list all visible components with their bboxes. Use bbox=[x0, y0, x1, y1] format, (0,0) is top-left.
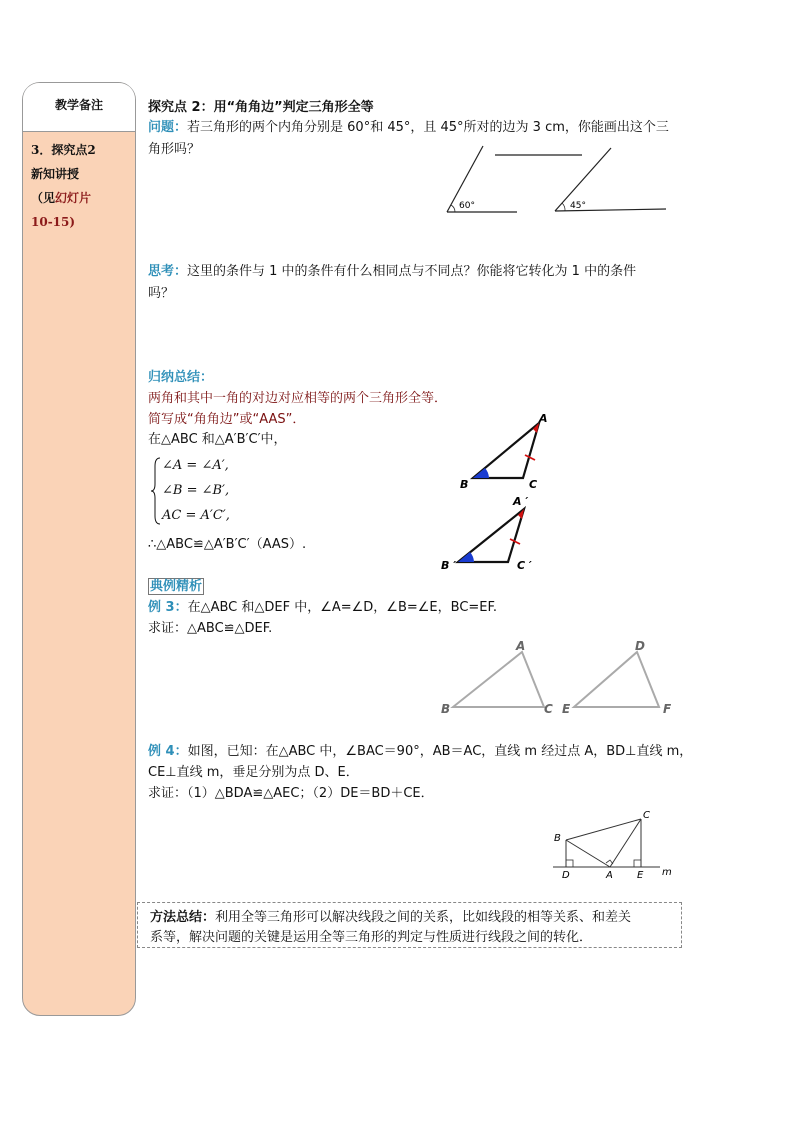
ex3-label-e: E bbox=[562, 702, 571, 716]
ex3-label-b: B bbox=[441, 702, 451, 716]
summary-line-2: 简写成“角角边”或“AAS”． bbox=[148, 412, 306, 427]
label-b-prime: B ′ bbox=[441, 559, 457, 572]
label-c: C bbox=[529, 478, 538, 491]
sidebar-line-4: 10-15) bbox=[31, 215, 76, 229]
teaching-notes-sidebar bbox=[22, 82, 136, 1016]
angle-b-mark bbox=[473, 468, 489, 478]
condition-3: AC = A′C′, bbox=[162, 508, 230, 523]
right-angle-d bbox=[566, 860, 573, 867]
ex3-label-d: D bbox=[635, 639, 645, 653]
example3-prove: 求证：△ABC≌△DEF. bbox=[148, 621, 273, 636]
triangle-abc bbox=[473, 423, 539, 478]
angle60-arc bbox=[451, 205, 455, 212]
triangle-def-ex3 bbox=[574, 652, 659, 707]
brace bbox=[150, 456, 162, 526]
example4-prove: 求证：（1）△BDA≌△AEC；（2）DE＝BD＋CE． bbox=[148, 786, 434, 801]
sidebar-notes bbox=[31, 138, 131, 234]
angle-figures bbox=[440, 140, 675, 220]
right-angle-e bbox=[634, 860, 641, 867]
ex4-label-d: D bbox=[562, 870, 570, 881]
condition-1: ∠A = ∠A′, bbox=[162, 458, 229, 473]
triangle-abc-ex3 bbox=[453, 652, 544, 707]
example3-line: 例 3：在△ABC 和△DEF 中，∠A=∠D，∠B=∠E，BC=EF. bbox=[148, 600, 498, 615]
conclusion: ∴△ABC≌△A′B′C′（AAS）. bbox=[148, 537, 307, 552]
sidebar-line-1: 3．探究点2 bbox=[31, 143, 96, 157]
sidebar-line-2: 新知讲授 bbox=[31, 167, 80, 181]
ex4-label-m: m bbox=[662, 867, 672, 878]
ex4-label-e: E bbox=[637, 870, 644, 881]
angle-b-prime-mark bbox=[458, 552, 474, 562]
example4-line-1: 例 4：如图，已知：在△ABC 中，∠BAC＝90°，AB＝AC，直线 m 经过点 A，BD⊥直线 m， bbox=[148, 744, 693, 759]
example4-line-2: CE⊥直线 m，垂足分别为点 D、E． bbox=[148, 765, 359, 780]
angle60-label: 60° bbox=[459, 201, 475, 211]
summary-line-1: 两角和其中一角的对边对应相等的两个三角形全等． bbox=[148, 391, 448, 406]
method-line-2: 系等，解决问题的关键是运用全等三角形的判定与性质进行线段之间的转化． bbox=[150, 930, 593, 945]
angle45-arc bbox=[562, 203, 565, 211]
ex4-label-a: A bbox=[606, 870, 613, 881]
in-triangles-line: 在△ABC 和△A′B′C′中， bbox=[148, 432, 287, 447]
label-c-prime: C ′ bbox=[517, 559, 532, 572]
segment-ba bbox=[566, 840, 610, 867]
ex3-label-a: A bbox=[516, 639, 526, 653]
ex4-label-c: C bbox=[643, 810, 650, 821]
sidebar-title: 教学备注 bbox=[23, 83, 135, 132]
condition-2: ∠B = ∠B′, bbox=[162, 483, 230, 498]
question-line-1: 问题：若三角形的两个内角分别是 60°和 45°，且 45°所对的边为 3 cm，你能画出这个三 bbox=[148, 120, 669, 135]
ex4-label-b: B bbox=[554, 833, 561, 844]
question-line-2: 角形吗？ bbox=[148, 142, 201, 157]
example3-figure bbox=[438, 636, 683, 718]
summary-label: 归纳总结： bbox=[148, 370, 214, 385]
label-a: A bbox=[539, 412, 548, 425]
think-line-1: 思考：这里的条件与 1 中的条件有什么相同点与不同点？你能将它转化为 1 中的条件 bbox=[148, 264, 637, 279]
examples-tag-wrap bbox=[148, 577, 204, 597]
label-a-prime: A ′ bbox=[513, 495, 529, 508]
method-line-1: 方法总结：利用全等三角形可以解决线段之间的关系，比如线段的相等关系、和差关 bbox=[150, 910, 632, 925]
label-b: B bbox=[460, 478, 469, 491]
ex3-label-c: C bbox=[544, 702, 553, 716]
example4-figure bbox=[548, 805, 680, 880]
aas-triangles bbox=[441, 405, 565, 580]
examples-tag: 典例精析 bbox=[150, 579, 203, 594]
ex3-label-f: F bbox=[663, 702, 672, 716]
section-heading: 探究点 2：用“角角边”判定三角形全等 bbox=[148, 100, 374, 115]
sidebar-line-3: （见幻灯片 bbox=[31, 191, 92, 205]
angle45-label: 45° bbox=[570, 201, 586, 211]
think-line-2: 吗？ bbox=[148, 286, 175, 301]
